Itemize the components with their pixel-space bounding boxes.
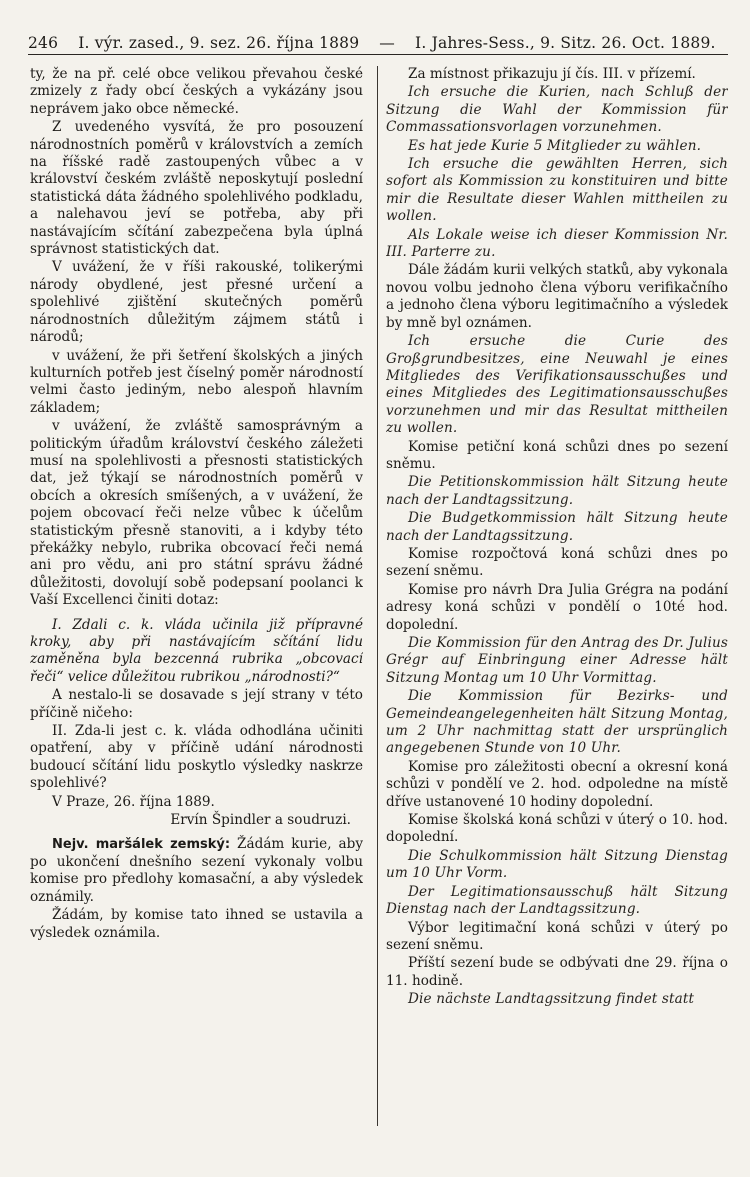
paragraph: Příští sezení bude se odbývati dne 29. října o 11. hodině.	[386, 955, 728, 989]
paragraph-german: Ich ersuche die Curie des Großgrundbesitzes, eine Neuwahl je eines Mitgliedes des Verifikationsausschußes und eines Mitgliedes des Legitimationsausschußes vorzunehmen und mir das Resultat mittheilen zu wollen.	[386, 333, 728, 437]
paragraph-german: Der Legitimationsausschuß hält Sitzung Dienstag nach der Landtagssitzung.	[386, 883, 728, 918]
paragraph-german: Die Schulkommission hält Sitzung Dienstag um 10 Uhr Vorm.	[386, 847, 728, 882]
paragraph: Komise petiční koná schůzi dnes po sezení sněmu.	[386, 438, 728, 472]
paragraph: Komise rozpočtová koná schůzi dnes po sezení sněmu.	[386, 545, 728, 580]
paragraph: ty, že na př. celé obce velikou převahou české zmizely z řady obcí českých a vykázány jsou neprávem jako obce německé.	[30, 66, 363, 117]
paragraph-german: Ich ersuche die Kurien, nach Schluß der Sitzung die Wahl der Kommission für Commassationsvorlagen vorzunehmen.	[386, 84, 728, 136]
column-divider	[377, 66, 378, 1126]
paragraph: Komise pro záležitosti obecní a okresní koná schůzi v pondělí ve 2. hod. odpoledne na místě dříve ustanovené 10 hodiny dopolední.	[386, 758, 728, 810]
paragraph: A nestalo-li se dosavade s její strany v této příčině ničeho:	[30, 687, 363, 721]
paragraph: Komise pro návrh Dra Julia Grégra na podání adresy koná schůzi v pondělí o 10té hod. dopolední.	[386, 581, 728, 633]
left-column	[30, 66, 363, 1146]
right-column	[386, 66, 728, 1146]
paragraph: Za místnost přikazuju jí čís. III. v přízemí.	[408, 66, 696, 82]
question-1: I. Zdali c. k. vláda učinila již přípravné kroky, aby při nastávajícím sčítání lidu zaměněna byla bezcenná rubrika „obcovací řeči“ velice důležitou rubrikou „národnosti?“	[30, 616, 363, 685]
header-german: I. Jahres-Sess., 9. Sitz. 26. Oct. 1889.	[415, 34, 716, 52]
paragraph-german: Die Kommission für Bezirks- und Gemeindeangelegenheiten hält Sitzung Montag, um 2 Uhr nachmittag statt der ursprünglich angegebenen Stunde von 10 Uhr.	[386, 688, 728, 757]
speech-paragraph	[30, 836, 363, 906]
paragraph: V uvážení, že v říši rakouské, tolikerými národy obydlené, jest přesné určení a spolehlivé zjištění skutečných poměrů národnostních důležitým zájmem států i národů;	[30, 259, 363, 346]
signature: Ervín Špindler a soudruzi.	[170, 812, 351, 829]
paragraph: Výbor legitimační koná schůzi v úterý po sezení sněmu.	[386, 919, 728, 953]
page-header	[28, 26, 728, 55]
speech-text: Žádám kurie, aby po ukončení dnešního sezení vykonaly volbu komise pro předlohy komasační, a aby výsledek oznámily.	[30, 836, 363, 905]
paragraph: v uvážení, že zvláště samosprávným a politickým úřadům království českého záležeti musí na spolehlivosti a přesnosti statistických dat, jež týkají se národnostních poměrů v obcích a okresích smíšených, a v uvážení, že pojem obcovací řeči nelze vůbec k účelům statistickým přesně stanoviti, a i kdyby této překážky nebylo, rubrika obcovací řeči nemá ani pro vědu, ani pro státní správu žádné důležitosti, dovolují sobě podepsaní poolanci k Vaší Excellenci činiti dotaz:	[30, 418, 363, 609]
speaker-name: Nejv. maršálek zemský:	[52, 837, 231, 853]
paragraph: Z uvedeného vysvítá, že pro posouzení národnostních poměrů v královstvích a zemích na říšské radě zastoupených vůbec a v království českém zvláště neposkytují poslední statistická dáta žádného spolehlivého podkladu, a nalehavou jeví se potřeba, aby při nastávajícím sčítání zabezpečena byla úplná správnost statistických dat.	[30, 119, 363, 258]
paragraph-german: Die nächste Landtagssitzung findet statt	[408, 991, 695, 1008]
paragraph-german: Die Petitionskommission hält Sitzung heute nach der Landtagssitzung.	[386, 474, 728, 508]
paragraph: v uvážení, že při šetření školských a jiných kulturních potřeb jest číselný poměr národností velmi často jediným, nebo alespoň hlavním základem;	[30, 347, 363, 416]
paragraph-german: Es hat jede Kurie 5 Mitglieder zu wählen.	[408, 137, 702, 154]
question-2: II. Zda-li jest c. k. vláda odhodlána učiniti opatření, aby v příčině udání národnosti budoucí sčítání lidu poskytlo výsledky naskrze spolehlivé?	[30, 723, 363, 792]
header-dash: —	[379, 34, 395, 52]
paragraph-german: Als Lokale weise ich dieser Kommission Nr. III. Parterre zu.	[386, 226, 728, 261]
page-number: 246	[28, 34, 59, 52]
paragraph-german: Ich ersuche die gewählten Herren, sich sofort als Kommission zu konstituiren und bitte mir die Resultate dieser Wahlen mittheilen zu wollen.	[386, 156, 728, 225]
header-czech: I. výr. zased., 9. sez. 26. října 1889	[78, 34, 360, 52]
paragraph-german: Die Budgetkommission hält Sitzung heute nach der Landtagssitzung.	[386, 510, 728, 544]
place-date: V Praze, 26. října 1889.	[52, 793, 215, 810]
paragraph: Dále žádám kurii velkých statků, aby vykonala novou volbu jednoho člena výboru verifikačního a jednoho člena výboru legitimačního a výsledek by mně byl oznámen.	[386, 262, 728, 331]
paragraph: Komise školská koná schůzi v úterý o 10. hod. dopolední.	[386, 812, 728, 846]
paragraph-german: Die Kommission für den Antrag des Dr. Julius Grégr auf Einbringung einer Adresse hält Sitzung Montag um 10 Uhr Vormittag.	[386, 635, 728, 686]
paragraph: Žádám, by komise tato ihned se ustavila a výsledek oznámila.	[30, 907, 363, 941]
